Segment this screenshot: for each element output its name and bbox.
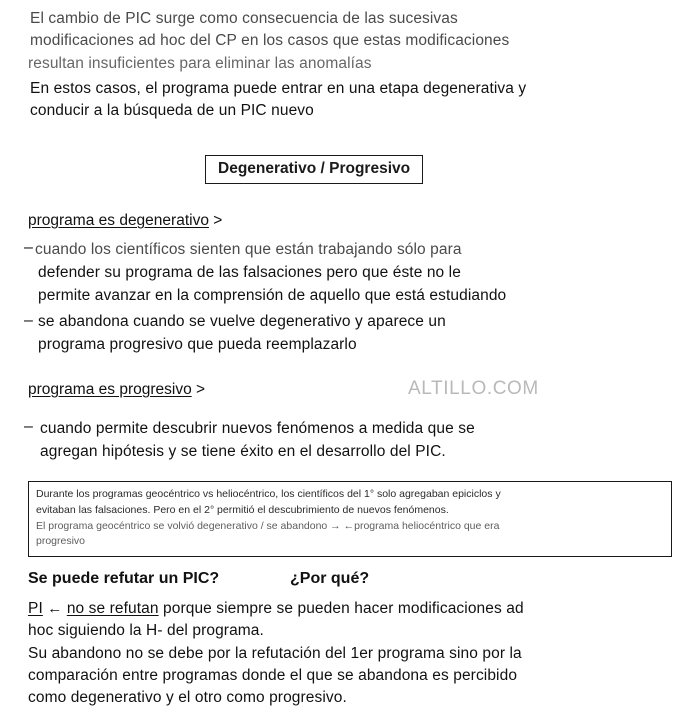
intro-line-4: En estos casos, el programa puede entrar en una etapa degenerativa y — [30, 80, 527, 97]
answer-line-5: como degenerativo y el otro como progresivo. — [28, 689, 347, 706]
answer-emphasis: no se refutan — [66, 600, 159, 617]
bullet-marker: – — [24, 312, 33, 329]
intro-line-1: El cambio de PIC surge como consecuencia de las sucesivas — [30, 10, 458, 27]
intro-line-2: modificaciones ad hoc del CP en los casos que estas modificaciones — [30, 32, 510, 49]
progressive-heading — [28, 381, 205, 399]
note-line-2: evitaban las falsaciones. Pero en el 2° permitió el descubrimiento de nuevos fenómenos. — [36, 503, 449, 516]
progressive-heading-arrow: > — [196, 381, 206, 398]
progressive-heading-text: programa es progresivo — [28, 381, 192, 398]
degenerative-b1-line-1: cuando los científicos sienten que están trabajando sólo para — [35, 241, 462, 258]
bullet-marker: – — [24, 418, 33, 435]
degenerative-b1-line-2: defender su programa de las falsaciones pero que éste no le — [38, 264, 461, 281]
answer-line-2: hoc siguiendo la H- del programa. — [28, 622, 264, 639]
progressive-b1-line-1: cuando permite descubrir nuevos fenómenos a medida que se — [40, 420, 475, 437]
degenerative-heading-arrow: > — [213, 212, 223, 229]
degenerative-heading — [28, 212, 222, 230]
section-title-box: Degenerativo / Progresivo — [205, 155, 423, 184]
note-line-4: progresivo — [36, 535, 86, 548]
question-primary: Se puede refutar un PIC? — [28, 570, 220, 587]
question-secondary: ¿Por qué? — [290, 570, 370, 587]
answer-rest: porque siempre se pueden hacer modificaciones ad — [163, 600, 524, 617]
bullet-marker: – — [24, 239, 33, 256]
degenerative-b1-line-3: permite avanzar en la comprensión de aquello que está estudiando — [38, 287, 507, 304]
note-line-3: El programa geocéntrico se volvió degenerativo / se abandono → ←programa heliocéntrico que era — [36, 519, 500, 532]
intro-line-3: resultan insuficientes para eliminar las anomalías — [28, 55, 372, 72]
answer-abbrev: PI — [28, 600, 43, 617]
answer-line-1 — [28, 598, 688, 620]
watermark: ALTILLO.COM — [408, 378, 539, 399]
degenerative-b2-line-2: programa progresivo que pueda reemplazarlo — [38, 336, 357, 353]
intro-line-5: conducir a la búsqueda de un PIC nuevo — [30, 102, 314, 119]
answer-line-3: Su abandono no se debe por la refutación del 1er programa sino por la — [28, 645, 522, 662]
progressive-b1-line-2: agregan hipótesis y se tiene éxito en el desarrollo del PIC. — [40, 443, 446, 460]
note-line-1: Durante los programas geocéntrico vs heliocéntrico, los científicos del 1° solo agregaban epiciclos y — [36, 488, 501, 500]
degenerative-heading-text: programa es degenerativo — [28, 212, 209, 229]
answer-line-4: comparación entre programas donde el que se abandona es percibido — [28, 667, 518, 684]
example-note-box — [28, 481, 672, 557]
degenerative-b2-line-1: se abandona cuando se vuelve degenerativo y aparece un — [38, 313, 446, 330]
left-arrow-icon: ← — [47, 600, 63, 617]
